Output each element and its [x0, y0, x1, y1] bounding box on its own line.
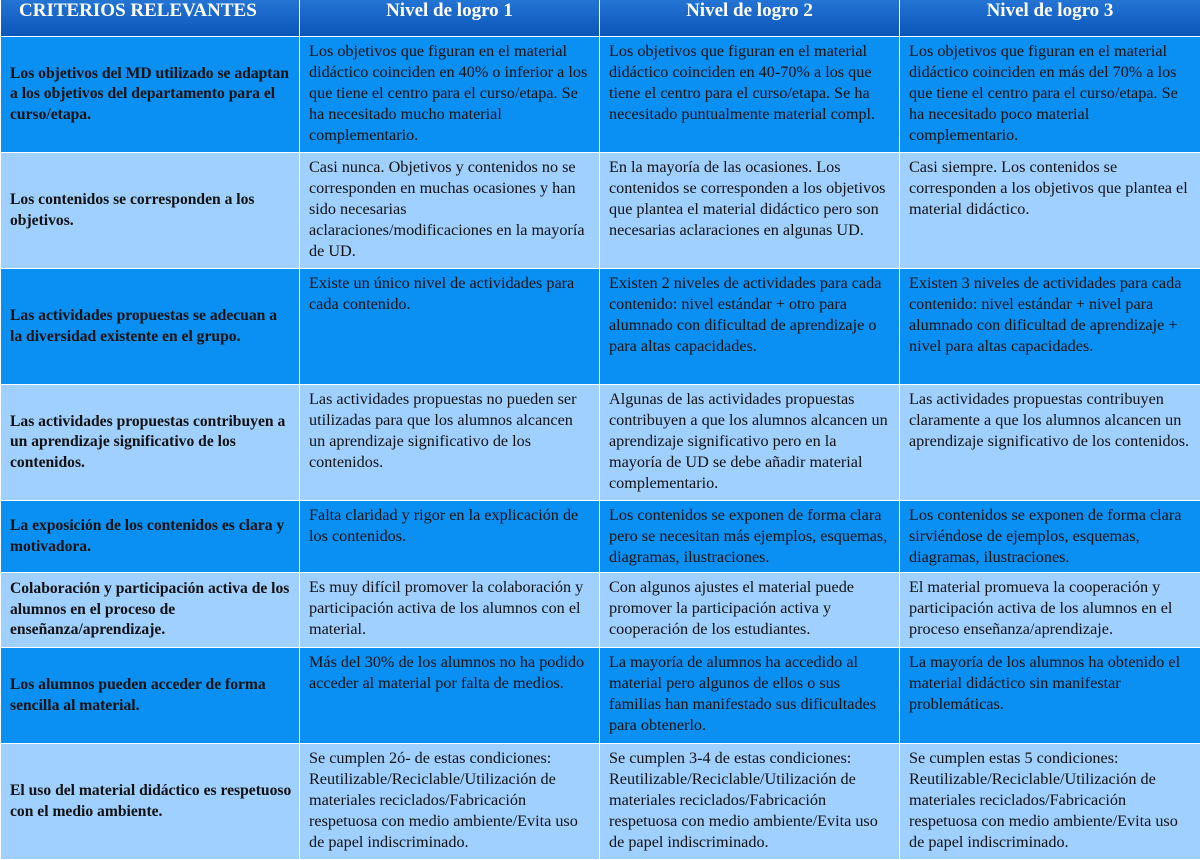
criterion-cell: Colaboración y participación activa de los alumnos en el proceso de enseñanza/aprendizaje.: [1, 573, 300, 648]
table-row: [1, 37, 1200, 153]
header-level-3: Nivel de logro 3: [900, 0, 1200, 37]
level-3-cell: Casi siempre. Los contenidos se corresponden a los objetivos que plantea el material didáctico.: [900, 153, 1200, 269]
level-1-cell: Las actividades propuestas no pueden ser utilizadas para que los alumnos alcancen un aprendizaje significativo de los contenidos.: [300, 385, 600, 501]
level-1-cell: Los objetivos que figuran en el material didáctico coinciden en 40% o inferior a los que tiene el centro para el curso/etapa. Se ha necesitado mucho material complementario.: [300, 37, 600, 153]
header-level-1: Nivel de logro 1: [300, 0, 600, 37]
level-2-cell: Con algunos ajustes el material puede promover la participación activa y cooperación de los estudiantes.: [600, 573, 900, 648]
criterion-cell: Las actividades propuestas contribuyen a un aprendizaje significativo de los contenidos.: [1, 385, 300, 501]
level-2-cell: Existen 2 niveles de actividades para cada contenido: nivel estándar + otro para alumnado con dificultad de aprendizaje o para altas capacidades.: [600, 269, 900, 385]
criterion-cell: Las actividades propuestas se adecuan a la diversidad existente en el grupo.: [1, 269, 300, 385]
criterion-cell: Los alumnos pueden acceder de forma sencilla al material.: [1, 648, 300, 744]
level-2-cell: En la mayoría de las ocasiones. Los contenidos se corresponden a los objetivos que plantea el material didáctico pero son necesarias aclaraciones en algunas UD.: [600, 153, 900, 269]
level-3-cell: Existen 3 niveles de actividades para cada contenido: nivel estándar + nivel para alumnado con dificultad de aprendizaje + nivel para altas capacidades.: [900, 269, 1200, 385]
table-row: [1, 744, 1200, 860]
criterion-cell: El uso del material didáctico es respetuoso con el medio ambiente.: [1, 744, 300, 860]
level-2-cell: Algunas de las actividades propuestas contribuyen a que los alumnos alcancen un aprendizaje significativo pero en la mayoría de UD se debe añadir material complementario.: [600, 385, 900, 501]
level-3-cell: Las actividades propuestas contribuyen claramente a que los alumnos alcancen un aprendizaje significativo de los contenidos.: [900, 385, 1200, 501]
level-1-cell: Casi nunca. Objetivos y contenidos no se corresponden en muchas ocasiones y han sido necesarias aclaraciones/modificaciones en la mayoría de UD.: [300, 153, 600, 269]
header-level-2: Nivel de logro 2: [600, 0, 900, 37]
level-1-cell: Se cumplen 2ó- de estas condiciones: Reutilizable/Reciclable/Utilización de materiales reciclados/Fabricación respetuosa con medio ambiente/Evita uso de papel indiscriminado.: [300, 744, 600, 860]
header-criteria: CRITERIOS RELEVANTES: [1, 0, 300, 37]
rubric-header: [1, 0, 1200, 37]
table-row: [1, 501, 1200, 573]
level-3-cell: El material promueva la cooperación y participación activa de los alumnos en el proceso enseñanza/aprendizaje.: [900, 573, 1200, 648]
level-1-cell: Existe un único nivel de actividades para cada contenido.: [300, 269, 600, 385]
criterion-cell: Los contenidos se corresponden a los objetivos.: [1, 153, 300, 269]
table-row: [1, 573, 1200, 648]
table-row: [1, 648, 1200, 744]
level-2-cell: Se cumplen 3-4 de estas condiciones: Reutilizable/Reciclable/Utilización de materiales reciclados/Fabricación respetuosa con medio ambiente/Evita uso de papel indiscriminado.: [600, 744, 900, 860]
table-row: [1, 153, 1200, 269]
level-3-cell: Se cumplen estas 5 condiciones: Reutilizable/Reciclable/Utilización de materiales reciclados/Fabricación respetuosa con medio ambiente/Evita uso de papel indiscriminado.: [900, 744, 1200, 860]
table-row: [1, 385, 1200, 501]
criterion-cell: La exposición de los contenidos es clara y motivadora.: [1, 501, 300, 573]
table-row: [1, 269, 1200, 385]
header-row: [1, 0, 1200, 37]
level-2-cell: Los contenidos se exponen de forma clara pero se necesitan más ejemplos, esquemas, diagramas, ilustraciones.: [600, 501, 900, 573]
level-3-cell: La mayoría de los alumnos ha obtenido el material didáctico sin manifestar problemáticas.: [900, 648, 1200, 744]
level-3-cell: Los objetivos que figuran en el material didáctico coinciden en más del 70% a los que tiene el centro para el curso/etapa. Se ha necesitado poco material complementario.: [900, 37, 1200, 153]
level-3-cell: Los contenidos se exponen de forma clara sirviéndose de ejemplos, esquemas, diagramas, ilustraciones.: [900, 501, 1200, 573]
rubric-body: [1, 37, 1200, 860]
level-2-cell: Los objetivos que figuran en el material didáctico coinciden en 40-70% a los que tiene el centro para el curso/etapa. Se ha necesitado puntualmente material compl.: [600, 37, 900, 153]
level-1-cell: Es muy difícil promover la colaboración y participación activa de los alumnos con el material.: [300, 573, 600, 648]
level-1-cell: Más del 30% de los alumnos no ha podido acceder al material por falta de medios.: [300, 648, 600, 744]
level-1-cell: Falta claridad y rigor en la explicación de los contenidos.: [300, 501, 600, 573]
criterion-cell: Los objetivos del MD utilizado se adaptan a los objetivos del departamento para el curso/etapa.: [1, 37, 300, 153]
level-2-cell: La mayoría de alumnos ha accedido al material pero algunos de ellos o sus familias han manifestado sus dificultades para obtenerlo.: [600, 648, 900, 744]
